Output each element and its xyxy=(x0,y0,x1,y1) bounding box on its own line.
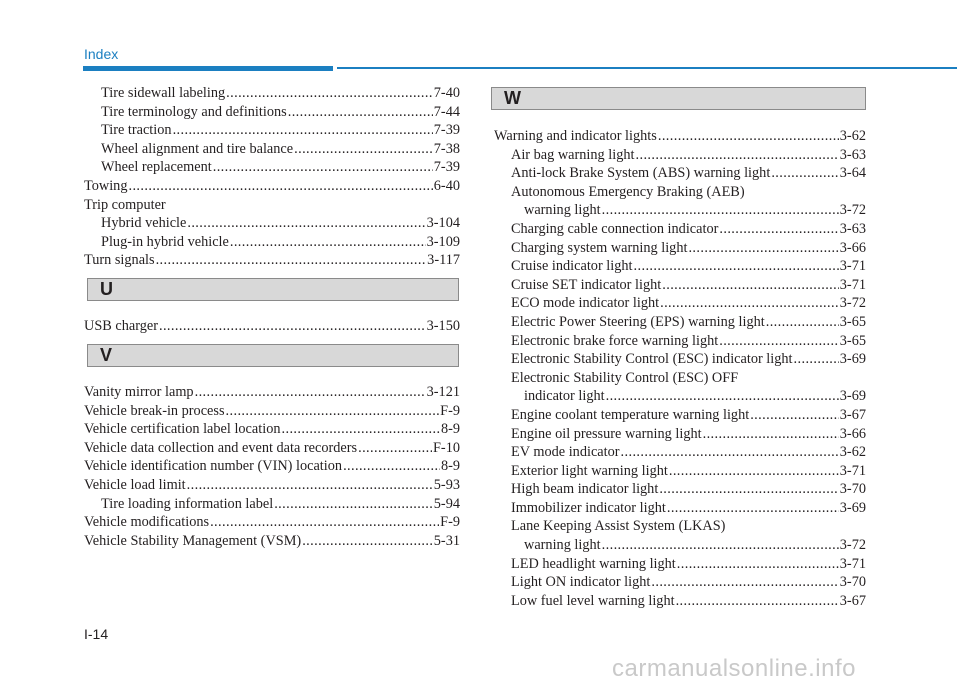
index-entry-page: 3-72 xyxy=(839,295,866,312)
index-entry-text: Warning and indicator lights xyxy=(494,128,657,144)
dot-leader xyxy=(688,239,838,258)
index-entry xyxy=(84,196,460,215)
index-entry-page: 3-117 xyxy=(427,252,460,269)
dot-leader xyxy=(274,495,433,514)
index-entry-text: warning light xyxy=(524,537,601,554)
index-entry xyxy=(494,183,866,202)
index-entry-text: Low fuel level warning light xyxy=(511,592,675,609)
dot-leader xyxy=(213,158,433,177)
index-entry-page: 3-71 xyxy=(839,555,866,572)
index-entry-page: 3-109 xyxy=(426,233,460,250)
index-entry-text: High beam indicator light xyxy=(511,481,659,498)
index-entry xyxy=(84,476,460,495)
dot-leader xyxy=(659,480,838,499)
dot-leader xyxy=(210,513,439,532)
index-entry-text: Electronic Stability Control (ESC) OFF xyxy=(511,369,739,386)
index-entry-page: 5-31 xyxy=(433,532,460,549)
index-entry-page: 3-65 xyxy=(839,332,866,349)
dot-leader xyxy=(636,146,839,165)
index-entry-page: 3-72 xyxy=(839,537,866,554)
dot-leader xyxy=(226,84,433,103)
index-entry xyxy=(84,214,460,233)
index-entry-text: Electric Power Steering (EPS) warning light xyxy=(511,313,765,330)
index-entry-text: ECO mode indicator light xyxy=(511,295,660,312)
dot-leader xyxy=(602,536,839,555)
index-entry-text: Air bag warning light xyxy=(511,146,635,163)
index-entry-text: USB charger xyxy=(84,318,158,334)
dot-leader xyxy=(226,402,440,421)
index-entry-text: Vehicle modifications xyxy=(84,514,210,531)
index-entry-text: Vehicle load limit xyxy=(84,476,186,493)
index-entry-page: 3-62 xyxy=(839,444,866,461)
index-entry-text: indicator light xyxy=(524,388,605,405)
index-entry-text: Tire loading information label xyxy=(101,495,274,512)
index-entry-text: Tire terminology and definitions xyxy=(101,103,287,120)
index-entry-text: Vehicle Stability Management (VSM) xyxy=(84,532,302,549)
dot-leader xyxy=(677,555,839,574)
index-entry-text: Electronic brake force warning light xyxy=(511,332,719,349)
index-entry-page: 8-9 xyxy=(440,421,460,438)
index-entry-text: Wheel alignment and tire balance xyxy=(101,140,294,157)
dot-leader xyxy=(159,317,426,336)
index-entry-page: 3-64 xyxy=(839,165,866,182)
dot-leader xyxy=(294,140,433,159)
index-entry-page: 3-104 xyxy=(426,215,460,232)
section-header-v xyxy=(87,344,459,367)
index-entry xyxy=(494,146,866,165)
index-entry-page: 3-72 xyxy=(839,202,866,219)
index-entry-text: Exterior light warning light xyxy=(511,462,668,479)
index-entry xyxy=(494,332,866,351)
index-entry-page: 6-40 xyxy=(433,177,460,194)
dot-leader xyxy=(794,350,839,369)
index-entry-page: 3-66 xyxy=(839,239,866,256)
watermark: carmanualsonline.info xyxy=(612,655,856,682)
index-entry-text: Towing xyxy=(84,177,128,194)
dot-leader xyxy=(750,406,839,425)
index-entry xyxy=(494,313,866,332)
index-entry xyxy=(494,406,866,425)
dot-leader xyxy=(634,257,839,276)
index-entry xyxy=(494,462,866,481)
index-entry xyxy=(84,317,460,336)
index-entry-text: Electronic Stability Control (ESC) indicator light xyxy=(511,351,793,368)
index-entry xyxy=(84,420,460,439)
index-entry-page: 3-70 xyxy=(839,481,866,498)
index-entry xyxy=(494,350,866,369)
dot-leader xyxy=(187,214,425,233)
index-entry xyxy=(494,592,866,611)
index-entry xyxy=(84,513,460,532)
index-entry-text: LED headlight warning light xyxy=(511,555,676,572)
page-number: I-14 xyxy=(84,626,109,642)
index-entry-text: Vehicle certification label location xyxy=(84,421,281,438)
index-entry-text: Autonomous Emergency Braking (AEB) xyxy=(511,183,745,200)
dot-leader xyxy=(662,276,839,295)
index-entry-page: F-10 xyxy=(432,439,460,456)
index-entry-text: Plug-in hybrid vehicle xyxy=(101,233,229,250)
index-entry-page: 3-65 xyxy=(839,313,866,330)
index-entry xyxy=(494,369,866,388)
index-entry-page: 5-93 xyxy=(433,476,460,493)
index-entry-page: 3-69 xyxy=(839,351,866,368)
index-entry-page: F-9 xyxy=(440,514,460,531)
dot-leader xyxy=(651,573,838,592)
dot-leader xyxy=(658,127,839,146)
dot-leader xyxy=(676,592,839,611)
index-entry-text: Cruise SET indicator light xyxy=(511,276,662,293)
index-entry xyxy=(84,251,460,270)
dot-leader xyxy=(719,220,838,239)
index-entry-text: Charging cable connection indicator xyxy=(511,220,719,237)
index-entry-page: 5-94 xyxy=(433,495,460,512)
index-entry xyxy=(494,257,866,276)
index-entry-page: 3-71 xyxy=(839,276,866,293)
index-entry-text: Turn signals xyxy=(84,252,155,269)
index-entry-text: Engine oil pressure warning light xyxy=(511,425,702,442)
index-entry xyxy=(84,532,460,551)
dot-leader xyxy=(669,462,839,481)
index-entry xyxy=(494,201,866,220)
index-entry xyxy=(494,443,866,462)
index-entry-page: 3-63 xyxy=(839,146,866,163)
dot-leader xyxy=(771,164,838,183)
index-entry-text: Engine coolant temperature warning light xyxy=(511,406,750,423)
dot-leader xyxy=(156,251,427,270)
index-entry-page: 3-150 xyxy=(426,318,460,334)
index-entry xyxy=(84,495,460,514)
index-entry xyxy=(84,103,460,122)
index-entry-text: Vehicle data collection and event data recorders xyxy=(84,439,358,456)
index-entry xyxy=(494,127,866,146)
index-entry-text: Light ON indicator light xyxy=(511,574,651,591)
dot-leader xyxy=(128,177,432,196)
index-entry xyxy=(494,276,866,295)
section-letter-w: W xyxy=(504,88,521,108)
index-entry-text: Vanity mirror lamp xyxy=(84,384,194,400)
index-entry-text: Trip computer xyxy=(84,196,166,213)
header-rule-thick xyxy=(83,66,333,71)
index-entry-page: 3-69 xyxy=(839,499,866,516)
dot-leader xyxy=(195,383,426,402)
index-entry-page: 7-44 xyxy=(433,103,460,120)
index-entry-page: 3-71 xyxy=(839,258,866,275)
index-entry xyxy=(84,457,460,476)
index-entry xyxy=(84,177,460,196)
section-header-u xyxy=(87,278,459,301)
index-entry-text: Wheel replacement xyxy=(101,159,212,176)
dot-leader xyxy=(302,532,433,551)
index-block-w xyxy=(494,127,866,610)
index-entry-page: 3-67 xyxy=(839,592,866,609)
index-entry xyxy=(494,573,866,592)
dot-leader xyxy=(282,420,440,439)
index-entry-text: warning light xyxy=(524,202,601,219)
index-entry xyxy=(494,239,866,258)
index-block-u xyxy=(84,317,460,336)
index-entry xyxy=(84,140,460,159)
section-header-w xyxy=(491,87,866,110)
index-entry-text: Immobilizer indicator light xyxy=(511,499,666,516)
index-entry xyxy=(494,220,866,239)
index-entry-page: 3-71 xyxy=(839,462,866,479)
section-letter-v: V xyxy=(100,345,113,365)
index-entry-text: Vehicle identification number (VIN) location xyxy=(84,458,343,475)
dot-leader xyxy=(621,443,839,462)
dot-leader xyxy=(766,313,839,332)
index-entry-text: Lane Keeping Assist System (LKAS) xyxy=(511,518,726,535)
header-rule-thin xyxy=(337,67,957,69)
index-entry xyxy=(494,555,866,574)
dot-leader xyxy=(343,457,440,476)
index-entry xyxy=(84,158,460,177)
dot-leader xyxy=(703,425,839,444)
dot-leader xyxy=(719,332,839,351)
dot-leader xyxy=(660,294,839,313)
index-entry-text: Hybrid vehicle xyxy=(101,215,187,232)
index-block-v xyxy=(84,383,460,550)
dot-leader xyxy=(602,201,839,220)
index-entry-text: Tire sidewall labeling xyxy=(101,85,226,101)
index-entry xyxy=(494,536,866,555)
index-entry-text: Anti-lock Brake System (ABS) warning light xyxy=(511,165,771,182)
index-entry-page: 3-69 xyxy=(839,388,866,405)
index-entry xyxy=(494,164,866,183)
index-entry-text: Tire traction xyxy=(101,122,172,139)
index-entry-page: 3-62 xyxy=(839,128,866,144)
index-block-t xyxy=(84,84,460,270)
index-entry-page: 3-63 xyxy=(839,220,866,237)
dot-leader xyxy=(288,103,433,122)
index-entry xyxy=(494,294,866,313)
section-letter-u: U xyxy=(100,279,113,299)
dot-leader xyxy=(187,476,433,495)
index-entry-page: 3-66 xyxy=(839,425,866,442)
index-entry-page: 8-9 xyxy=(440,458,460,475)
dot-leader xyxy=(358,439,432,458)
index-entry-page: F-9 xyxy=(440,402,460,419)
index-entry xyxy=(494,480,866,499)
index-entry xyxy=(494,387,866,406)
index-entry-text: Cruise indicator light xyxy=(511,258,633,275)
index-entry xyxy=(494,517,866,536)
index-entry-page: 7-39 xyxy=(433,159,460,176)
index-entry-page: 7-40 xyxy=(433,85,460,101)
index-entry xyxy=(494,499,866,518)
index-entry-page: 3-121 xyxy=(426,384,460,400)
index-entry-page: 3-70 xyxy=(839,574,866,591)
index-entry-page: 7-38 xyxy=(433,140,460,157)
dot-leader xyxy=(173,121,433,140)
index-entry-text: EV mode indicator xyxy=(511,444,620,461)
index-entry-page: 7-39 xyxy=(433,122,460,139)
index-entry xyxy=(84,84,460,103)
index-entry xyxy=(84,402,460,421)
index-entry xyxy=(494,425,866,444)
page-title: Index xyxy=(84,46,119,62)
dot-leader xyxy=(606,387,839,406)
index-entry xyxy=(84,439,460,458)
dot-leader xyxy=(667,499,839,518)
index-entry xyxy=(84,121,460,140)
index-entry-text: Vehicle break-in process xyxy=(84,402,225,419)
index-entry xyxy=(84,383,460,402)
dot-leader xyxy=(230,233,426,252)
index-entry-page: 3-67 xyxy=(839,406,866,423)
index-entry-text: Charging system warning light xyxy=(511,239,688,256)
index-entry xyxy=(84,233,460,252)
